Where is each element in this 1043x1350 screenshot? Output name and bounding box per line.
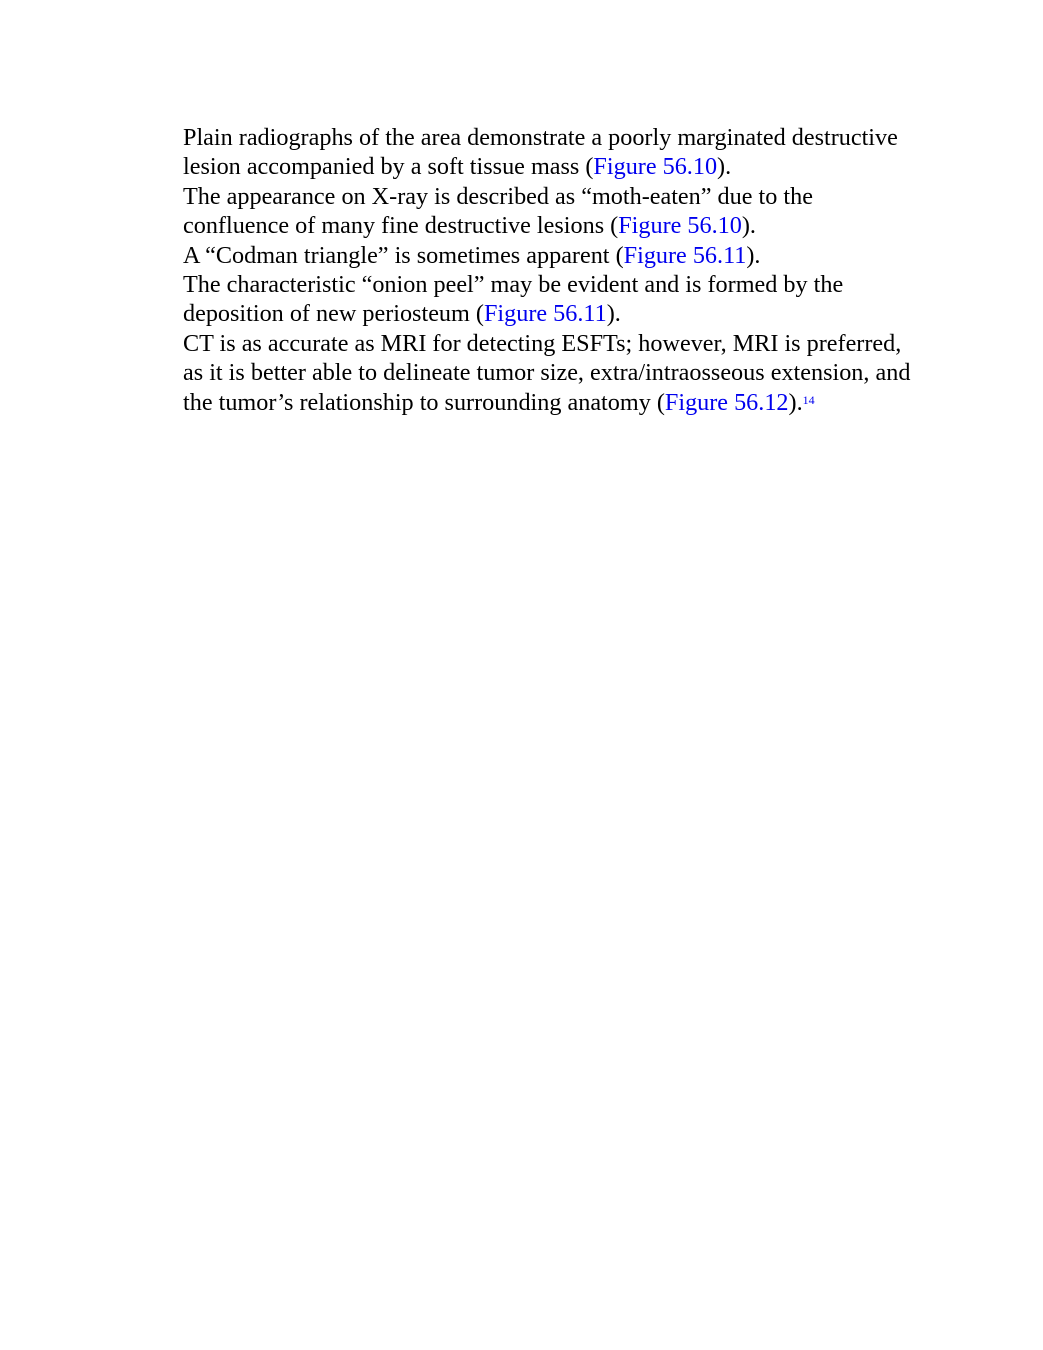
- figure-link-56-11[interactable]: Figure 56.11: [483, 300, 607, 328]
- figure-link-56-11[interactable]: Figure 56.11: [623, 241, 747, 269]
- paragraph-text: The characteristic “onion peel” may be evident and is formed by the deposition of new periosteum (: [183, 271, 844, 328]
- paragraph-text-end: ).: [717, 153, 732, 181]
- body-text: [183, 123, 923, 417]
- paragraph-text-end: ).: [741, 212, 756, 240]
- paragraph-moth-eaten: [183, 182, 923, 241]
- paragraph-text-end: ).: [746, 241, 761, 269]
- paragraph-text: The appearance on X-ray is described as “moth-eaten” due to the confluence of many fine destructive lesions (: [183, 182, 813, 240]
- paragraph-plain-radiographs: [183, 123, 923, 182]
- paragraph-ct-mri: [183, 329, 923, 417]
- paragraph-text: CT is as accurate as MRI for detecting ESFTs; however, MRI is preferred, as it is better able to delineate tumor size, extra/intraosseous extension, and the tumor’s relationship to surrounding anatomy (: [183, 329, 911, 416]
- figure-link-56-10[interactable]: Figure 56.10: [593, 153, 718, 181]
- paragraph-codman-triangle: [183, 241, 923, 270]
- paragraph-text-end: ).: [788, 388, 803, 416]
- paragraph-text: A “Codman triangle” is sometimes apparent (: [183, 241, 624, 269]
- figure-link-56-12[interactable]: Figure 56.12: [664, 388, 789, 416]
- paragraph-text: Plain radiographs of the area demonstrate a poorly marginated destructive lesion accompanied by a soft tissue mass (: [183, 124, 898, 181]
- figure-link-56-10[interactable]: Figure 56.10: [618, 212, 742, 240]
- paragraph-onion-peel: [183, 270, 923, 329]
- reference-superscript[interactable]: 14: [802, 392, 815, 407]
- paragraph-text-end: ).: [606, 300, 621, 328]
